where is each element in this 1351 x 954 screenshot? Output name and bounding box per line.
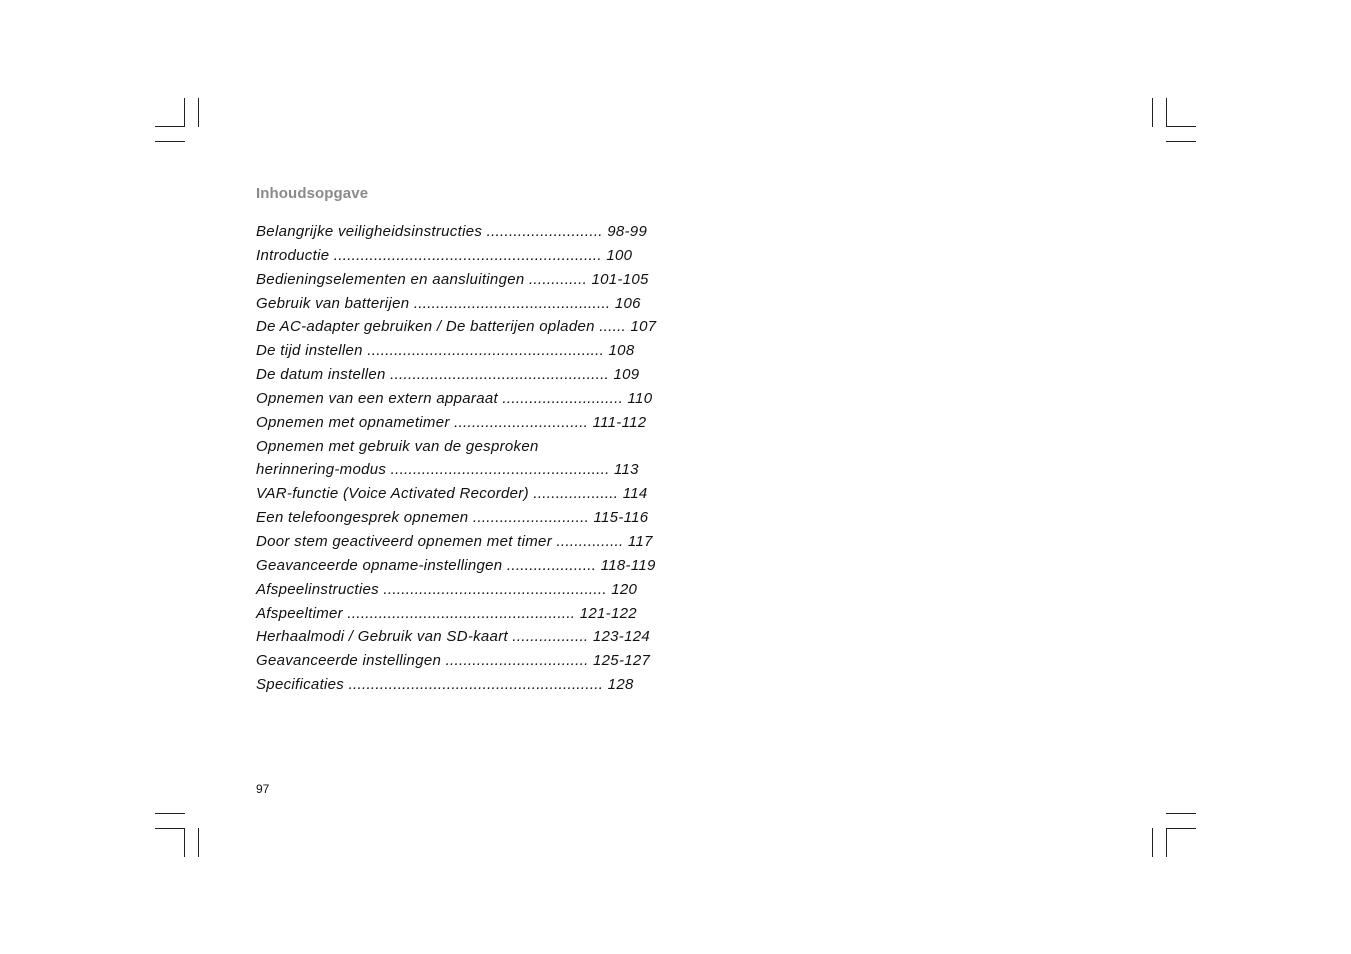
toc-entry: Opnemen met opnametimer .............................. 111-112 <box>256 413 647 431</box>
crop-mark-top-right-h2 <box>1166 141 1196 142</box>
toc-entry: Opnemen van een extern apparaat ........................... 110 <box>256 389 653 407</box>
toc-entry: Geavanceerde instellingen ................................ 125-127 <box>256 652 651 670</box>
page-number: 97 <box>256 782 270 796</box>
toc-entry: Specificaties ......................................................... 128 <box>256 676 634 694</box>
toc-entry: Opnemen met gebruik van de gesproken <box>256 437 539 455</box>
crop-mark-bottom-left-v2 <box>198 828 199 857</box>
toc-entry: De datum instellen ................................................. 109 <box>256 366 640 384</box>
crop-mark-bottom-left-v1 <box>184 828 185 857</box>
toc-entry: Een telefoongesprek opnemen .......................... 115-116 <box>256 509 649 527</box>
table-of-contents <box>256 222 656 699</box>
toc-entry: Afspeelinstructies .................................................. 120 <box>256 580 638 598</box>
toc-entry: Afspeeltimer ................................................... 121-122 <box>256 604 637 622</box>
toc-entry: De AC-adapter gebruiken / De batterijen opladen ...... 107 <box>256 318 657 336</box>
toc-entry: Introductie ............................................................ 100 <box>256 246 633 264</box>
crop-mark-bottom-right-h2 <box>1166 828 1196 829</box>
crop-mark-top-right-h1 <box>1166 126 1196 127</box>
crop-mark-bottom-right-h1 <box>1166 813 1196 814</box>
toc-entry: Bedieningselementen en aansluitingen ............. 101-105 <box>256 270 649 288</box>
crop-mark-bottom-right-v1 <box>1152 828 1153 857</box>
toc-entry: Geavanceerde opname-instellingen .................... 118-119 <box>256 556 656 574</box>
toc-entry: De tijd instellen ..................................................... 108 <box>256 342 635 360</box>
crop-mark-top-left-h1 <box>155 126 185 127</box>
toc-entry: herinnering-modus ................................................. 113 <box>256 461 639 479</box>
toc-entry: VAR-functie (Voice Activated Recorder) ................... 114 <box>256 485 648 503</box>
toc-heading: Inhoudsopgave <box>256 185 369 202</box>
toc-entry: Belangrijke veiligheidsinstructies .......................... 98-99 <box>256 223 648 240</box>
crop-mark-bottom-right-v2 <box>1166 828 1167 857</box>
crop-mark-top-left-h2 <box>155 141 185 142</box>
crop-mark-bottom-left-h2 <box>155 828 185 829</box>
crop-mark-top-left-v1 <box>184 98 185 127</box>
crop-mark-bottom-left-h1 <box>155 813 185 814</box>
toc-entry: Herhaalmodi / Gebruik van SD-kaart ................. 123-124 <box>256 628 650 646</box>
toc-entry: Door stem geactiveerd opnemen met timer ............... 117 <box>256 532 653 550</box>
crop-mark-top-right-v2 <box>1166 98 1167 127</box>
crop-mark-top-left-v2 <box>198 98 199 127</box>
toc-entry: Gebruik van batterijen ............................................ 106 <box>256 294 641 312</box>
crop-mark-top-right-v1 <box>1152 98 1153 127</box>
